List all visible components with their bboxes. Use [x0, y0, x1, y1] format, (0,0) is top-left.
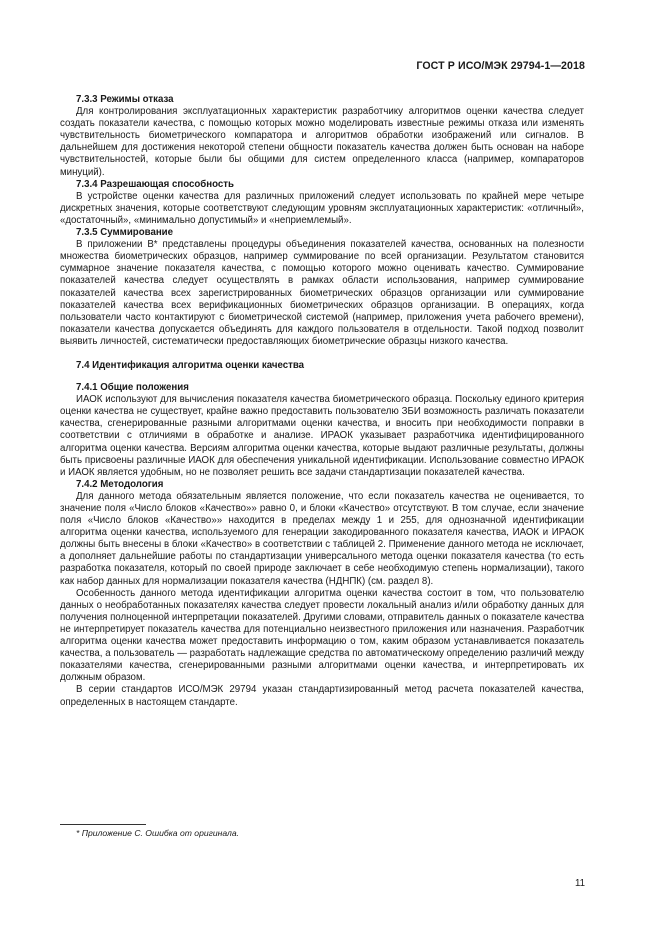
- page-number: 11: [574, 878, 585, 889]
- heading-7-3-4: 7.3.4 Разрешающая способность: [76, 178, 235, 190]
- heading-7-3-3: 7.3.3 Режимы отказа: [76, 94, 174, 105]
- document-body: [60, 94, 584, 709]
- paragraph: ИАОК используют для вычисления показателя качества биометрического образца. Поскольку единого критерия оценки качества не существует, крайне важно предоставить пользователю ЗБИ возможность различать показатели качества, сгенерированные разными алгоритмами оценки качества, и вносить при необходимости поправки в соответствии с отличиями в обработке и анализе. ИРАОК указывает разработчика идентифицированного алгоритма оценки качества. Версиям алгоритма оценки качества, которые выдают различные результаты, должны быть присвоены различные ИАОК для обеспечения уникальной идентификации. Использование совместно ИРАОК и ИАОК является удобным, но не позволяет решить все задачи стандартизации показателей качества.: [60, 394, 584, 478]
- paragraph: В серии стандартов ИСО/МЭК 29794 указан стандартизированный метод расчета показателей качества, определенных в настоящем стандарте.: [60, 684, 584, 708]
- page-header: ГОСТ Р ИСО/МЭК 29794-1—2018: [416, 60, 585, 72]
- footnote: * Приложение С. Ошибка от оригинала.: [76, 828, 240, 838]
- paragraph: В устройстве оценки качества для различных приложений следует использовать по крайней мере четыре дискретных значения, которые соответствуют следующим уровням эксплуатационных характеристик: «отличный», «достаточный», «минимально допустимый» и «неприемлемый».: [60, 190, 584, 226]
- paragraph: Особенность данного метода идентификации алгоритма оценки качества состоит в том, что пользователю данных о необработанных показателях качества следует провести локальный анализ и/или обработку данных для получения полноценной интерпретации показателей. Другими словами, отправитель данных о показателе качества не интерпретирует показатель качества для потенциально неизвестного приложения или назначения. Разработчик алгоритма оценки качества может предоставить информацию о том, каким образом устанавливается показатель качества, а пользователь — разработать надлежащие средства по автоматическому определению различий между показателями качества, сгенерированными разными алгоритмами оценки качества, и интерпретировать их должным образом.: [60, 587, 584, 684]
- paragraph: В приложении В* представлены процедуры объединения показателей качества, основанных на полезности множества биометрических образцов, например суммирование по всей организации. Результатом становится суммарное значение показателя качества, с помощью которого можно оценивать качество. Суммирование показателей качества следует осуществлять в рамках области использования, например суммирование показателей качества всех зарегистрированных биометрических образцов организации или суммирование показателей качества всех верификационных биометрических образцов организации. В операциях, когда пользователи часто контактируют с биометрической системой (например, приложения учета рабочего времени), показатели качества допускается объединять для каждого пользователя в отдельности. Такой подход позволит выявить личностей, систематически предоставляющих биометрические образцы низкого качества.: [60, 239, 584, 347]
- footnote-separator: [60, 824, 146, 825]
- heading-7-4-2: 7.4.2 Методология: [76, 478, 164, 490]
- heading-7-4-1: 7.4.1 Общие положения: [76, 382, 189, 394]
- heading-7-4: 7.4 Идентификация алгоритма оценки качества: [76, 359, 305, 371]
- paragraph: Для контролирования эксплуатационных характеристик разработчику алгоритмов оценки качества следует создать показатели качества, с помощью которых можно моделировать известные режимы отказа или изменять чувствительность биометрического компаратора и алгоритмов обработки изображений или сигналов. В дальнейшем для достижения некоторой степени общности показатель качества должен быть основан на наборе чувствительностей, которые были бы общими для систем определенного класса (например, компараторов минуций).: [60, 106, 584, 178]
- paragraph: Для данного метода обязательным является положение, что если показатель качества не оценивается, то значение поля «Число блоков «Качество»» равно 0, и блоки «Качество» отсутствуют. В том случае, если значение поля «Число блоков «Качество»» находится в пределах между 1 и 255, для однозначной идентификации алгоритма оценки качества, используемого для генерации закодированного показателя качества, ИАОК и ИРАОК должны быть внесены в блоки «Качество» в соответствии с таблицей 2. Применение данного метода не исключает, а дополняет дальнейшие работы по стандартизации универсального метода оценки показателя качества (то есть разработка показателя, который по своей природе заключает в себе необходимую степень нормализации), такого как набор данных для нормализации показателя качества (НДНПК) (см. раздел 8).: [60, 490, 584, 587]
- heading-7-3-5: 7.3.5 Суммирование: [76, 227, 174, 239]
